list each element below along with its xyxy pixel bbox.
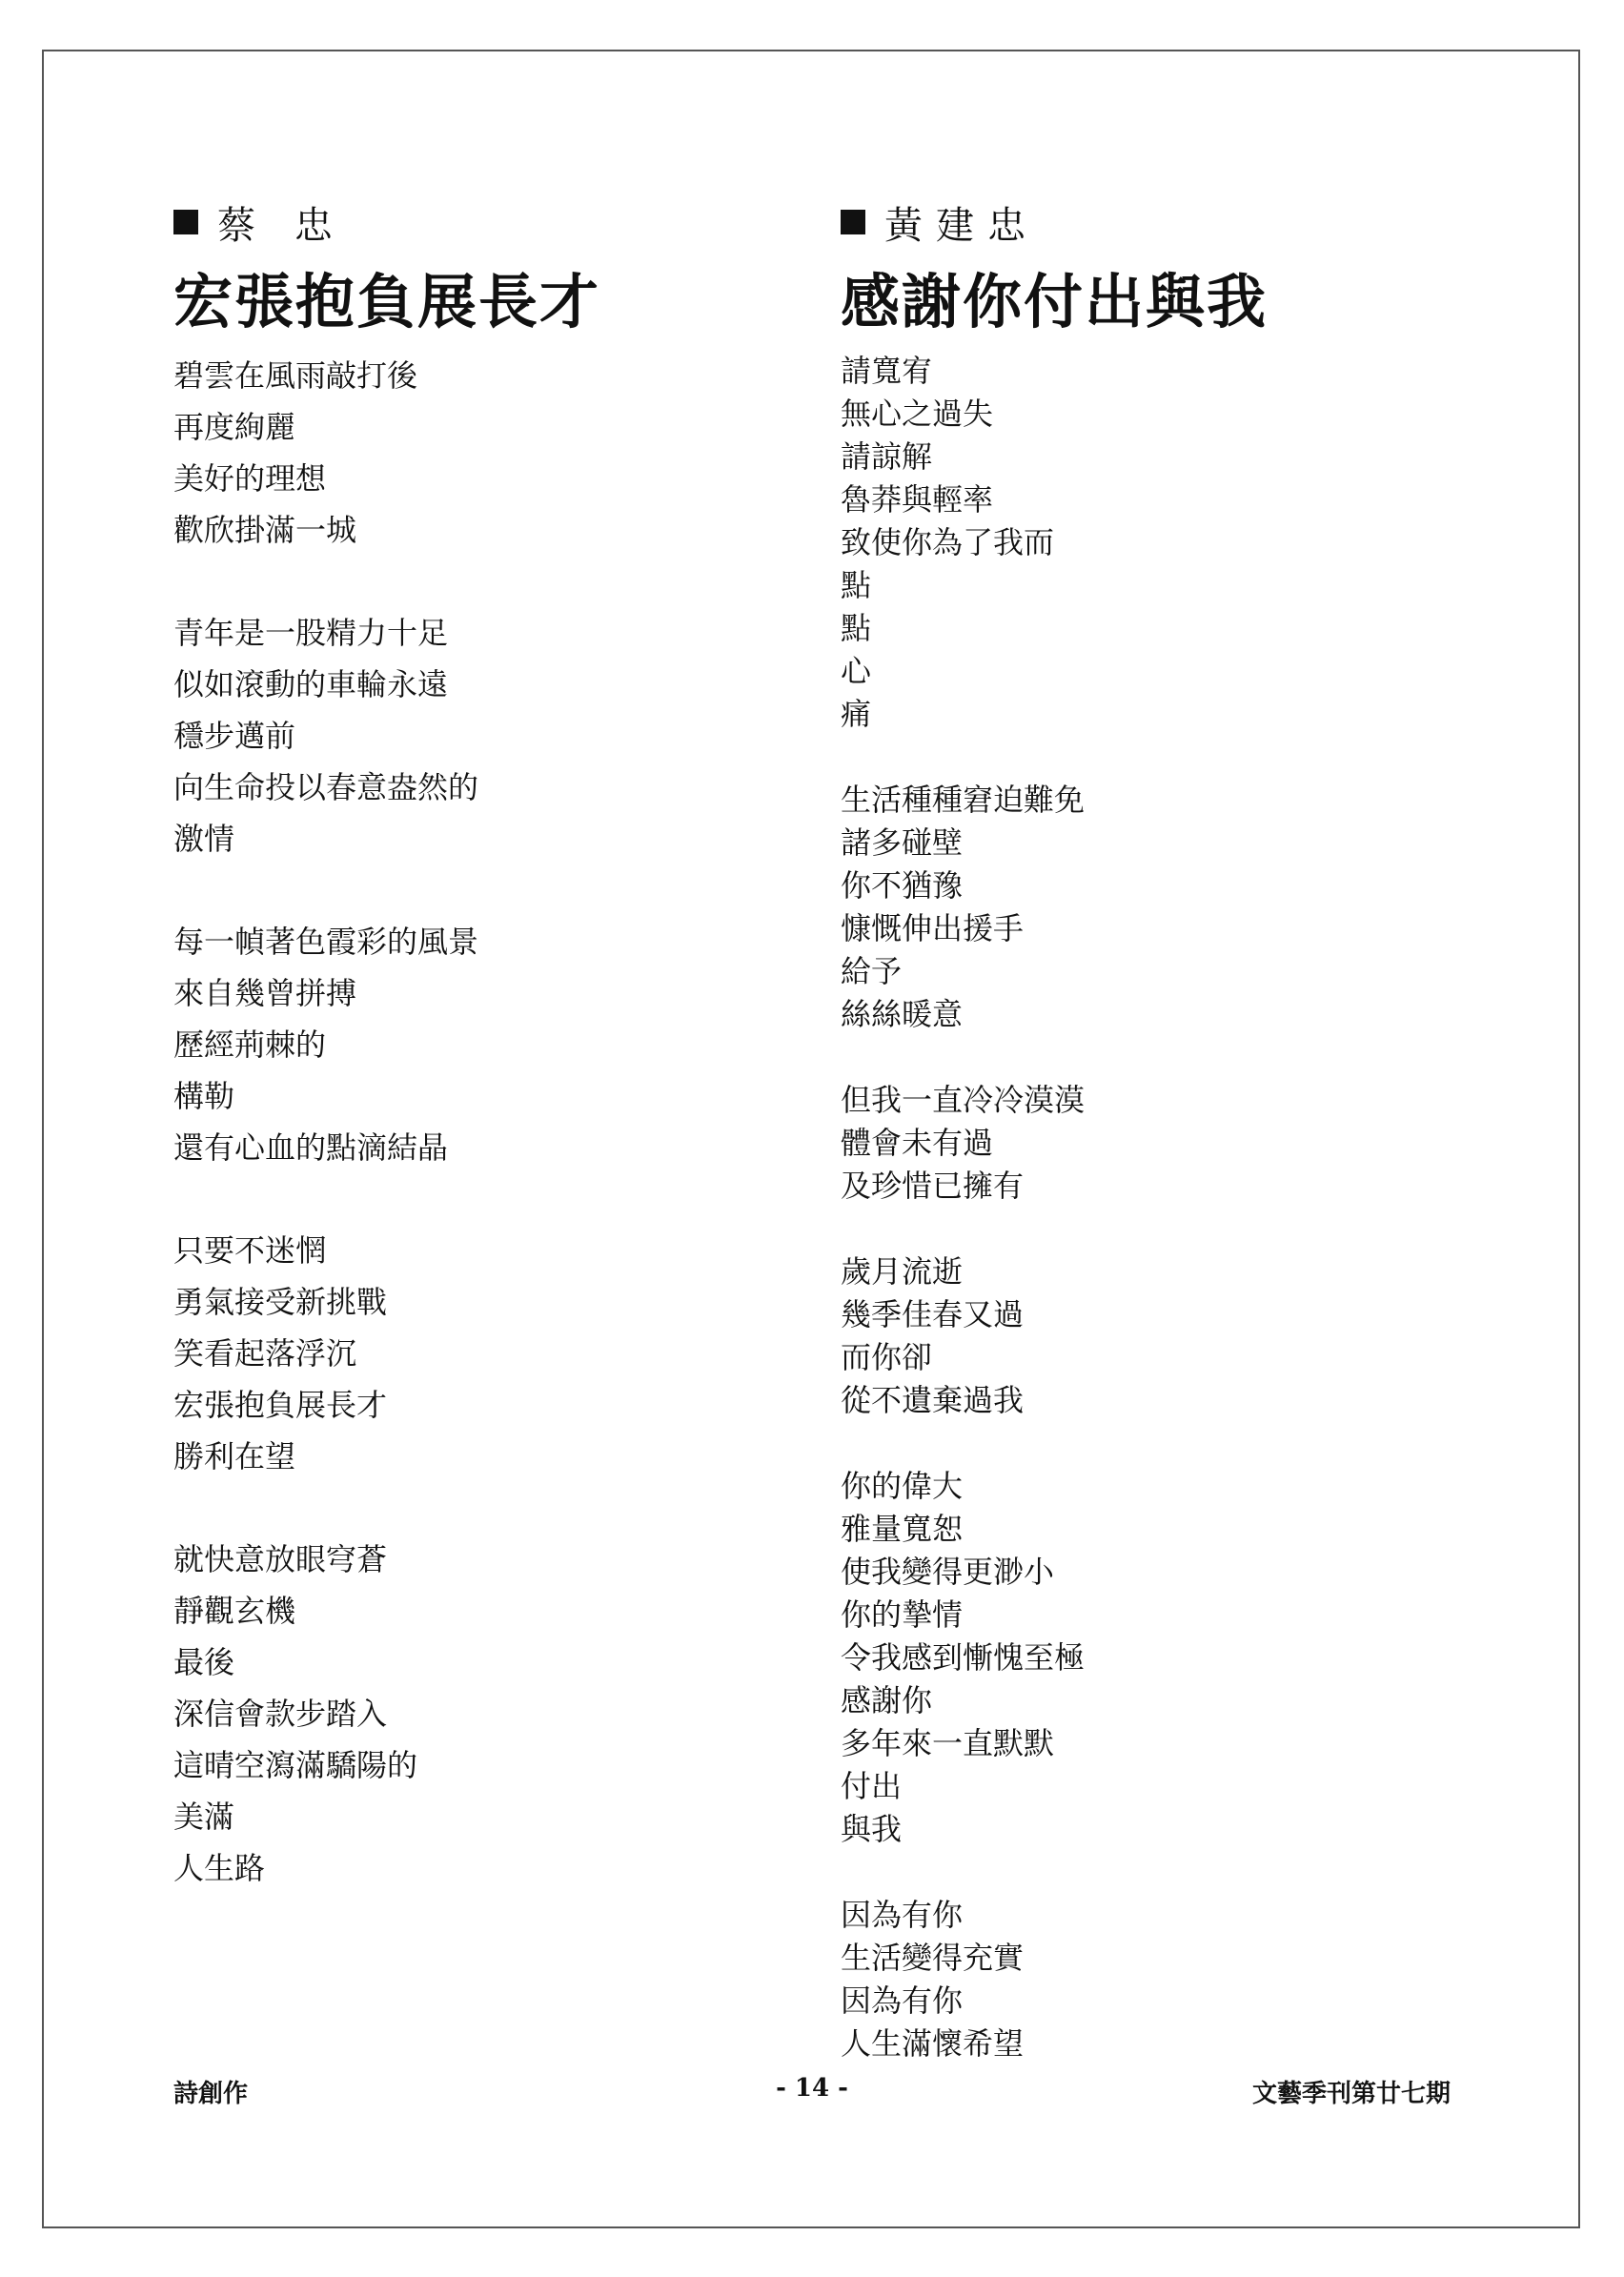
poem-line: 給予 <box>841 953 903 989</box>
poem-line: 勝利在望 <box>173 1438 296 1474</box>
poem-line: 就快意放眼穹蒼 <box>173 1541 388 1577</box>
right-author <box>841 195 1268 249</box>
poem-line: 歡欣掛滿一城 <box>173 512 357 548</box>
right-poem-body <box>841 350 1268 2065</box>
stanza <box>173 916 600 1173</box>
right-author-name: 黃建忠 <box>884 203 1039 248</box>
poem-line: 再度絢麗 <box>173 409 296 445</box>
poem-line: 因為有你 <box>841 1982 964 2019</box>
poem-line: 諸多碰壁 <box>841 824 964 861</box>
right-poem-title: 感謝你付出與我 <box>841 267 1269 336</box>
poem-line: 人生路 <box>173 1850 266 1886</box>
poem-line: 碧雲在風雨敲打後 <box>173 357 418 394</box>
footer-section: 詩創作 <box>173 2080 249 2108</box>
poem-line: 美好的理想 <box>173 460 327 497</box>
poem-line: 最後 <box>173 1644 235 1680</box>
poem-line: 而你卻 <box>841 1339 933 1375</box>
poem-line: 你的摯情 <box>841 1596 964 1633</box>
poem-line: 來自幾曾拼搏 <box>173 975 357 1011</box>
poem-line: 令我感到慚愧至極 <box>841 1639 1086 1676</box>
left-poem-title: 宏張抱負展長才 <box>173 267 601 336</box>
stanza <box>841 779 1268 1036</box>
poem-line: 你的偉大 <box>841 1468 964 1504</box>
poem-line: 美滿 <box>173 1799 235 1835</box>
poem-line: 人生滿懷希望 <box>841 2025 1025 2062</box>
poem-line: 生活變得充實 <box>841 1940 1025 1976</box>
poem-line: 點 <box>841 567 872 603</box>
poem-line: 勇氣接受新挑戰 <box>173 1284 388 1320</box>
stanza <box>173 607 600 864</box>
poem-line: 與我 <box>841 1811 903 1847</box>
poem-line: 每一幀著色霞彩的風景 <box>173 924 479 960</box>
poem-line: 從不遺棄過我 <box>841 1382 1025 1418</box>
poem-line: 絲絲暖意 <box>841 996 964 1032</box>
poem-line: 構勒 <box>173 1078 235 1114</box>
stanza <box>841 1250 1268 1422</box>
poem-line: 因為有你 <box>841 1897 964 1933</box>
poem-line: 這晴空瀉滿驕陽的 <box>173 1747 418 1783</box>
poem-line: 生活種種窘迫難免 <box>841 782 1086 818</box>
poem-line: 歷經荊棘的 <box>173 1027 327 1063</box>
stanza <box>173 1225 600 1482</box>
square-bullet-icon <box>841 210 865 234</box>
poem-line: 穩步邁前 <box>173 718 296 754</box>
poem-line: 慷慨伸出援手 <box>841 910 1025 946</box>
poem-line: 心 <box>841 653 872 689</box>
poem-line: 宏張抱負展長才 <box>173 1387 388 1423</box>
poem-line: 向生命投以春意盎然的 <box>173 769 479 805</box>
poem-line: 但我一直冷冷漠漠 <box>841 1082 1086 1118</box>
stanza <box>841 350 1268 736</box>
left-poem <box>173 195 600 1945</box>
left-author-name: 蔡 忠 <box>217 203 346 248</box>
poem-line: 點 <box>841 610 872 646</box>
left-author <box>173 195 600 249</box>
poem-line: 無心之過失 <box>841 396 994 432</box>
right-poem <box>841 195 1268 2108</box>
poem-line: 激情 <box>173 821 235 857</box>
footer-page-number: - 14 - <box>776 2074 848 2103</box>
left-poem-body <box>173 350 600 1894</box>
poem-line: 體會未有過 <box>841 1125 994 1161</box>
poem-line: 付出 <box>841 1768 903 1804</box>
square-bullet-icon <box>173 210 198 234</box>
poem-line: 多年來一直默默 <box>841 1725 1055 1761</box>
poem-line: 致使你為了我而 <box>841 524 1055 560</box>
poem-line: 痛 <box>841 696 872 732</box>
poem-line: 歲月流逝 <box>841 1253 964 1290</box>
poem-line: 幾季佳春又過 <box>841 1296 1025 1332</box>
stanza <box>841 1465 1268 1851</box>
poem-line: 雅量寬恕 <box>841 1511 964 1547</box>
poem-line: 深信會款步踏入 <box>173 1696 388 1732</box>
poem-line: 靜觀玄機 <box>173 1593 296 1629</box>
poem-line: 你不猶豫 <box>841 867 964 904</box>
poem-line: 還有心血的點滴結晶 <box>173 1129 449 1166</box>
poem-line: 魯莽與輕率 <box>841 481 994 518</box>
stanza <box>173 350 600 556</box>
stanza <box>841 1079 1268 1208</box>
stanza <box>173 1534 600 1894</box>
poem-line: 使我變得更渺小 <box>841 1554 1055 1590</box>
poem-line: 只要不迷惘 <box>173 1232 327 1269</box>
poem-line: 請寬宥 <box>841 353 933 389</box>
poem-line: 青年是一股精力十足 <box>173 615 449 651</box>
poem-line: 笑看起落浮沉 <box>173 1335 357 1372</box>
stanza <box>841 1894 1268 2065</box>
footer-publication: 文藝季刊第廿七期 <box>1251 2080 1451 2108</box>
poem-line: 感謝你 <box>841 1682 933 1718</box>
poem-line: 及珍惜已擁有 <box>841 1168 1025 1204</box>
poem-line: 似如滾動的車輪永遠 <box>173 666 449 702</box>
poem-line: 請諒解 <box>841 438 933 475</box>
